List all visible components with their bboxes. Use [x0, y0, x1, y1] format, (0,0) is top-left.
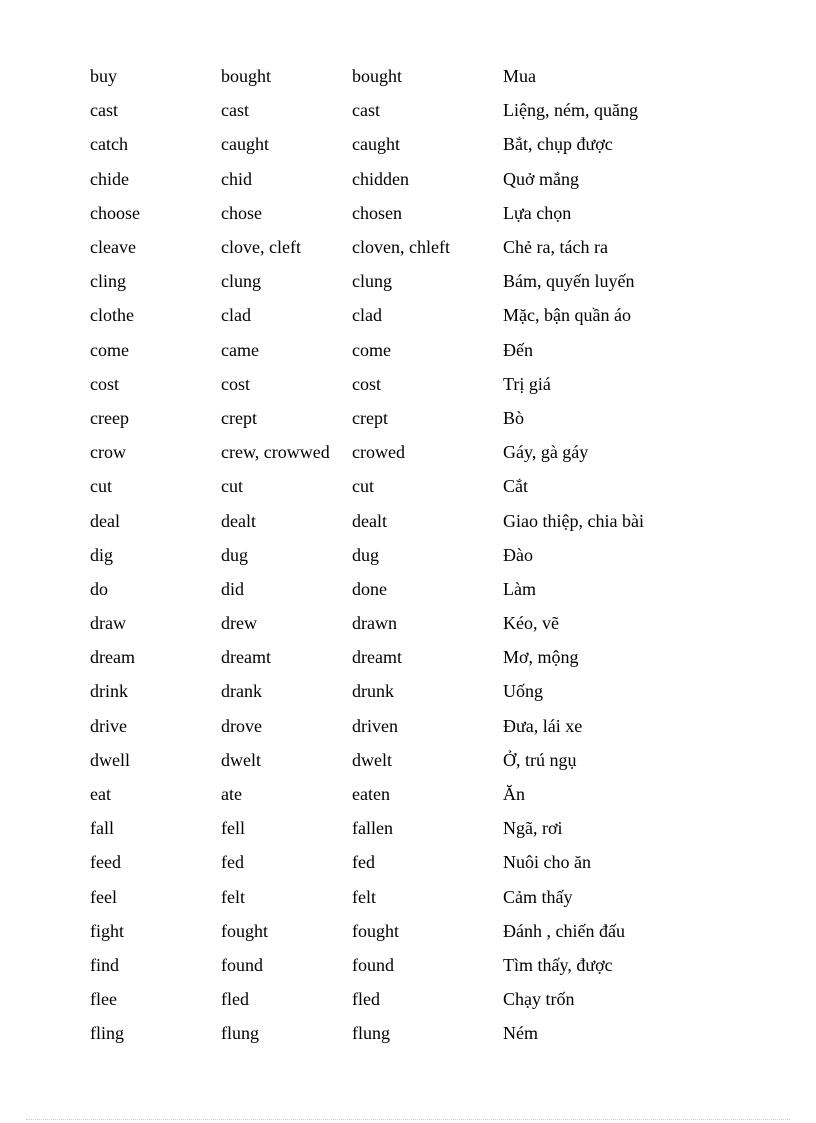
base-form-cell: cut: [90, 476, 112, 497]
base-form-cell: dwell: [90, 749, 130, 770]
past-form-cell: dreamt: [221, 647, 271, 668]
irregular-verb-table: [90, 59, 703, 1050]
table-row: [90, 93, 703, 127]
past-participle-cell: done: [352, 578, 387, 599]
past-form-cell: caught: [221, 134, 269, 155]
past-form-cell: found: [221, 954, 263, 975]
meaning-cell: Tìm thấy, được: [503, 954, 613, 975]
past-form-cell: crept: [221, 407, 257, 428]
past-participle-cell: chosen: [352, 202, 402, 223]
base-form-cell: clothe: [90, 305, 134, 326]
table-row: [90, 469, 703, 503]
base-form-cell: cost: [90, 373, 119, 394]
past-form-cell: drank: [221, 681, 262, 702]
base-form-cell: buy: [90, 66, 117, 87]
past-form-cell: fell: [221, 818, 245, 839]
table-row: [90, 572, 703, 606]
meaning-cell: Mặc, bận quần áo: [503, 305, 631, 326]
table-row: [90, 709, 703, 743]
past-form-cell: clove, cleft: [221, 237, 301, 258]
base-form-cell: cast: [90, 100, 118, 121]
base-form-cell: come: [90, 339, 129, 360]
past-form-cell: felt: [221, 886, 245, 907]
table-row: [90, 230, 703, 264]
past-form-cell: dwelt: [221, 749, 261, 770]
past-participle-cell: drawn: [352, 613, 397, 634]
base-form-cell: drink: [90, 681, 128, 702]
table-row: [90, 196, 703, 230]
past-participle-cell: bought: [352, 66, 403, 87]
past-form-cell: cost: [221, 373, 250, 394]
past-participle-cell: dreamt: [352, 647, 402, 668]
table-row: [90, 367, 703, 401]
past-participle-cell: driven: [352, 715, 398, 736]
meaning-cell: Ăn: [503, 784, 525, 805]
meaning-cell: Chẻ ra, tách ra: [503, 237, 608, 258]
past-participle-cell: dug: [352, 544, 379, 565]
past-form-cell: fought: [221, 920, 268, 941]
base-form-cell: dig: [90, 544, 114, 565]
table-row: [90, 59, 703, 93]
meaning-cell: Đánh , chiến đấu: [503, 920, 625, 941]
table-row: [90, 982, 703, 1016]
meaning-cell: Liệng, ném, quăng: [503, 100, 638, 121]
past-participle-cell: fed: [352, 852, 375, 873]
past-participle-cell: fought: [352, 920, 399, 941]
base-form-cell: flee: [90, 989, 117, 1010]
table-row: [90, 503, 703, 537]
verb-table-body: [90, 59, 703, 1050]
past-participle-cell: eaten: [352, 784, 390, 805]
base-form-cell: fling: [90, 1023, 124, 1044]
past-form-cell: flung: [221, 1023, 259, 1044]
base-form-cell: creep: [90, 407, 129, 428]
table-row: [90, 880, 703, 914]
meaning-cell: Chạy trốn: [503, 989, 575, 1010]
past-form-cell: crew, crowwed: [221, 442, 330, 463]
past-participle-cell: clad: [352, 305, 382, 326]
meaning-cell: Gáy, gà gáy: [503, 442, 589, 463]
meaning-cell: Mua: [503, 66, 536, 87]
meaning-cell: Uống: [503, 681, 543, 702]
base-form-cell: catch: [90, 134, 128, 155]
table-row: [90, 1016, 703, 1050]
past-form-cell: fed: [221, 852, 244, 873]
base-form-cell: drive: [90, 715, 127, 736]
past-form-cell: dug: [221, 544, 248, 565]
past-participle-cell: drunk: [352, 681, 394, 702]
past-form-cell: fled: [221, 989, 249, 1010]
base-form-cell: fight: [90, 920, 124, 941]
table-row: [90, 674, 703, 708]
base-form-cell: cleave: [90, 237, 136, 258]
past-form-cell: did: [221, 578, 245, 599]
base-form-cell: feel: [90, 886, 117, 907]
table-row: [90, 811, 703, 845]
base-form-cell: dream: [90, 647, 135, 668]
past-participle-cell: fled: [352, 989, 380, 1010]
meaning-cell: Đào: [503, 544, 533, 565]
past-form-cell: drove: [221, 715, 262, 736]
table-row: [90, 640, 703, 674]
past-form-cell: bought: [221, 66, 272, 87]
past-participle-cell: cut: [352, 476, 374, 497]
table-row: [90, 127, 703, 161]
meaning-cell: Lựa chọn: [503, 202, 572, 223]
past-participle-cell: dwelt: [352, 749, 392, 770]
past-form-cell: drew: [221, 613, 257, 634]
past-participle-cell: dealt: [352, 510, 387, 531]
past-participle-cell: caught: [352, 134, 400, 155]
table-row: [90, 162, 703, 196]
meaning-cell: Quở mắng: [503, 168, 580, 189]
past-form-cell: dealt: [221, 510, 256, 531]
past-participle-cell: crowed: [352, 442, 405, 463]
meaning-cell: Đưa, lái xe: [503, 715, 583, 736]
meaning-cell: Nuôi cho ăn: [503, 852, 591, 873]
past-form-cell: clad: [221, 305, 251, 326]
past-form-cell: ate: [221, 784, 242, 805]
past-participle-cell: crept: [352, 407, 388, 428]
base-form-cell: fall: [90, 818, 114, 839]
table-row: [90, 914, 703, 948]
past-form-cell: chid: [221, 168, 252, 189]
past-participle-cell: cloven, chleft: [352, 237, 450, 258]
past-form-cell: came: [221, 339, 259, 360]
base-form-cell: chide: [90, 168, 129, 189]
meaning-cell: Làm: [503, 578, 536, 599]
meaning-cell: Mơ, mộng: [503, 647, 579, 668]
meaning-cell: Ném: [503, 1023, 538, 1044]
past-form-cell: cast: [221, 100, 249, 121]
past-form-cell: chose: [221, 202, 262, 223]
meaning-cell: Ở, trú ngụ: [503, 749, 577, 770]
meaning-cell: Cắt: [503, 476, 528, 497]
past-form-cell: clung: [221, 271, 261, 292]
base-form-cell: crow: [90, 442, 126, 463]
table-row: [90, 777, 703, 811]
past-participle-cell: come: [352, 339, 391, 360]
meaning-cell: Bắt, chụp được: [503, 134, 613, 155]
meaning-cell: Trị giá: [503, 373, 551, 394]
meaning-cell: Cảm thấy: [503, 886, 573, 907]
page-bottom-divider: [26, 1119, 790, 1120]
meaning-cell: Bám, quyến luyến: [503, 271, 635, 292]
past-participle-cell: flung: [352, 1023, 390, 1044]
table-row: [90, 743, 703, 777]
past-participle-cell: felt: [352, 886, 376, 907]
table-row: [90, 845, 703, 879]
past-form-cell: cut: [221, 476, 243, 497]
base-form-cell: eat: [90, 784, 111, 805]
meaning-cell: Đến: [503, 339, 533, 360]
table-row: [90, 435, 703, 469]
table-row: [90, 401, 703, 435]
base-form-cell: feed: [90, 852, 121, 873]
past-participle-cell: fallen: [352, 818, 393, 839]
past-participle-cell: clung: [352, 271, 392, 292]
past-participle-cell: chidden: [352, 168, 409, 189]
table-row: [90, 298, 703, 332]
meaning-cell: Ngã, rơi: [503, 818, 563, 839]
base-form-cell: cling: [90, 271, 126, 292]
table-row: [90, 606, 703, 640]
base-form-cell: find: [90, 954, 119, 975]
meaning-cell: Bò: [503, 407, 525, 428]
base-form-cell: choose: [90, 202, 140, 223]
table-row: [90, 264, 703, 298]
past-participle-cell: cost: [352, 373, 381, 394]
past-participle-cell: found: [352, 954, 394, 975]
base-form-cell: deal: [90, 510, 120, 531]
meaning-cell: Kéo, vẽ: [503, 613, 559, 634]
past-participle-cell: cast: [352, 100, 380, 121]
table-row: [90, 333, 703, 367]
table-row: [90, 948, 703, 982]
base-form-cell: draw: [90, 613, 126, 634]
meaning-cell: Giao thiệp, chia bài: [503, 510, 644, 531]
base-form-cell: do: [90, 578, 108, 599]
table-row: [90, 538, 703, 572]
